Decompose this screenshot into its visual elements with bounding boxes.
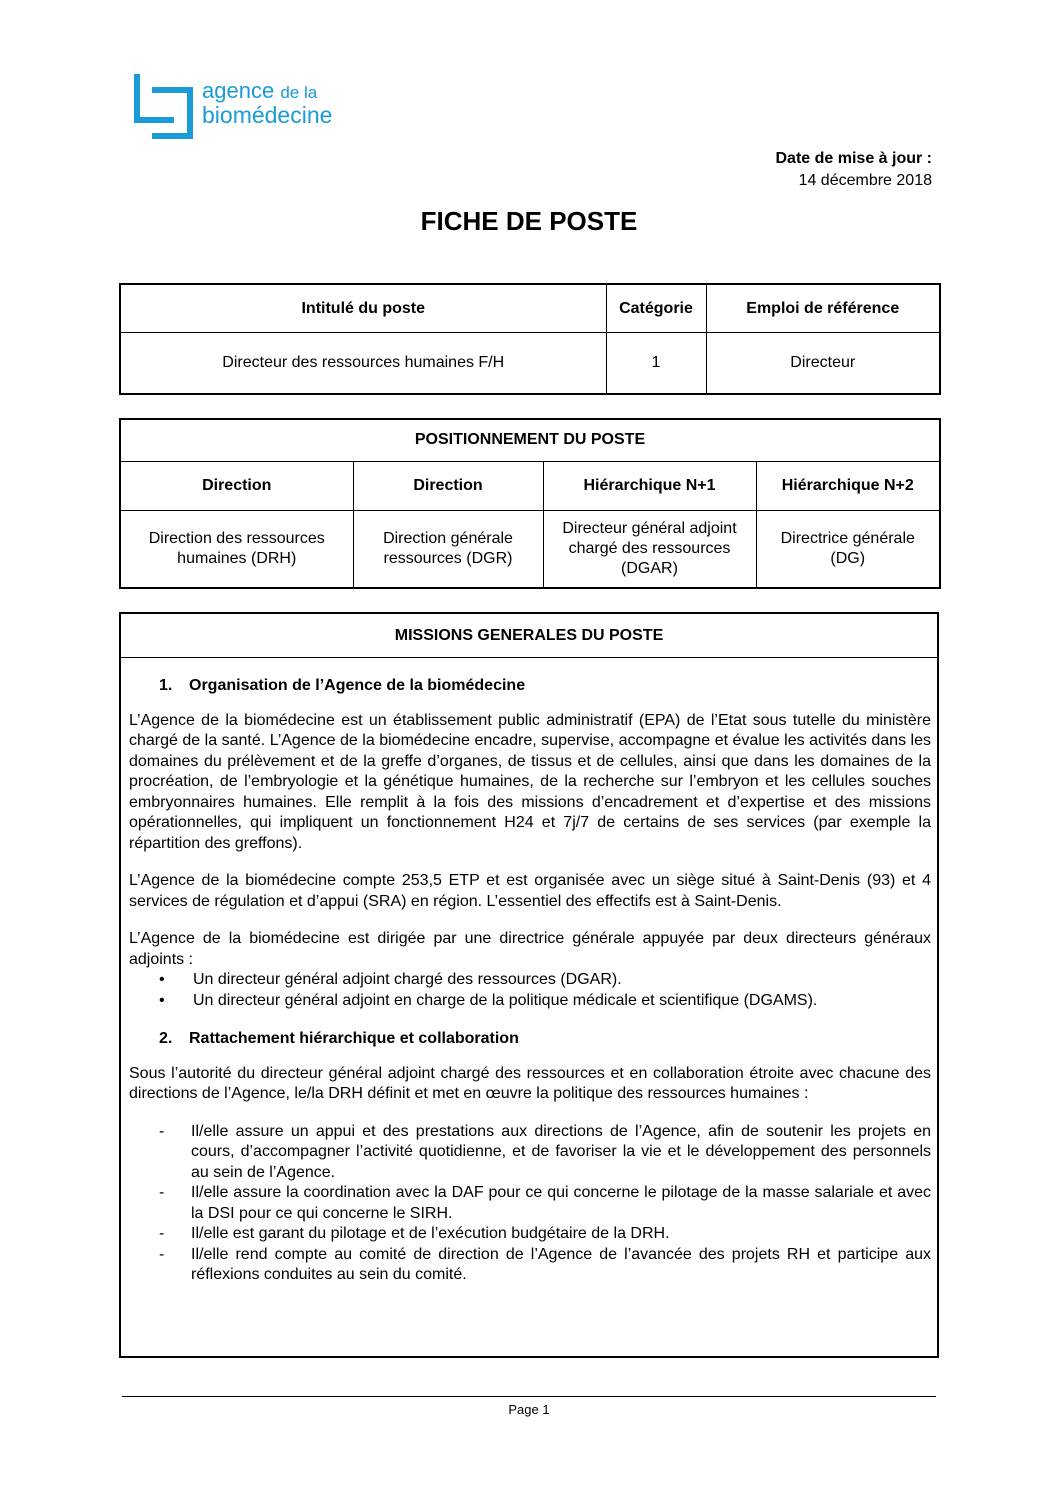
logo-line1-small: de la xyxy=(280,83,318,102)
logo-line1-main: agence xyxy=(202,78,275,103)
header-hierarchique-n2: Hiérarchique N+2 xyxy=(756,461,940,510)
list-item-text: Il/elle rend compte au comité de direction de l’Agence de l’avancée des projets RH et participe aux réflexions conduites au sein du comité. xyxy=(191,1245,931,1283)
list-item-text: Il/elle assure un appui et des prestations aux directions de l’Agence, afin de soutenir les projets en cours, d’accompagner l’activité quotidienne, et de favoriser la vie et le développement des personnels au sein de l’Agence. xyxy=(191,1122,931,1181)
bullet-icon: • xyxy=(159,991,165,1009)
list-item-text: Il/elle est garant du pilotage et de l’exécution budgétaire de la DRH. xyxy=(191,1225,670,1242)
dash-marker: - xyxy=(159,1184,165,1201)
value-categorie: 1 xyxy=(606,333,706,395)
value-direction: Direction des ressources humaines (DRH) xyxy=(120,510,353,588)
paragraph-2: L’Agence de la biomédecine compte 253,5 ETP et est organisée avec un siège situé à Saint-Denis (93) et 4 services de régulation et d’appui (SRA) en région. L’essentiel des effectifs est à Saint-Denis. xyxy=(129,872,931,910)
header-direction-2: Direction xyxy=(353,461,543,510)
section-title: Rattachement hiérarchique et collaboration xyxy=(189,1030,519,1047)
value-intitule: Directeur des ressources humaines F/H xyxy=(120,333,606,395)
header-intitule: Intitulé du poste xyxy=(120,284,606,333)
positionnement-table xyxy=(119,418,941,589)
section-title: Organisation de l’Agence de la biomédecine xyxy=(189,677,526,694)
update-info xyxy=(776,148,933,192)
dash-marker: - xyxy=(159,1245,165,1263)
poste-table xyxy=(119,283,941,395)
list-item-text: Un directeur général adjoint chargé des ressources (DGAR). xyxy=(193,971,622,988)
paragraph-1: L’Agence de la biomédecine est un établissement public administratif (EPA) de l’Etat sous tutelle du ministère chargé de la santé. L’Agence de la biomédecine encadre, supervise, accompagne et évalue les activités dans les domaines du prélèvement et de la greffe d’organes, de tissus et de cellules, ainsi que dans les domaines de la procréation, de l’embryologie et la génétique humaines, de la recherche sur l’embryon et les cellules souches embryonnaires humaines. Elle remplit à la fois des missions d’encadrement et d’expertise et des missions opérationnelles, qui impliquent un fonctionnement H24 et 7j/7 de certains de ses services (par exemple la répartition des greffons). xyxy=(129,711,931,852)
missions-title: MISSIONS GENERALES DU POSTE xyxy=(121,614,937,658)
value-hierarchique-n2: Directrice générale (DG) xyxy=(756,510,940,588)
agence-biomedecine-logo-icon xyxy=(134,72,194,140)
dash-marker: - xyxy=(159,1122,165,1140)
bullet-icon: • xyxy=(159,971,165,988)
value-direction-2: Direction générale ressources (DGR) xyxy=(353,510,543,588)
agency-logo xyxy=(134,72,364,140)
page-number: Page 1 xyxy=(508,1402,550,1417)
positionnement-title: POSITIONNEMENT DU POSTE xyxy=(120,419,940,461)
list-item xyxy=(129,1183,931,1224)
paragraph-3: L’Agence de la biomédecine est dirigée par une directrice générale appuyée par deux directeurs généraux adjoints : xyxy=(129,930,931,968)
logo-line2: biomédecine xyxy=(202,102,333,128)
list-item xyxy=(129,1245,931,1286)
footer-divider xyxy=(122,1396,936,1397)
header-categorie: Catégorie xyxy=(606,284,706,333)
logo-text xyxy=(202,80,332,126)
value-emploi: Directeur xyxy=(706,333,940,395)
paragraph-4: Sous l’autorité du directeur général adjoint chargé des ressources et en collaboration étroite avec chacune des directions de l’Agence, le/la DRH définit et met en œuvre la politique des ressources humaines : xyxy=(129,1064,931,1102)
dash-marker: - xyxy=(159,1225,165,1242)
list-item xyxy=(159,991,931,1012)
list-item-text: Il/elle assure la coordination avec la DAF pour ce qui concerne le pilotage de la masse salariale et avec la DSI pour ce qui concerne le SIRH. xyxy=(191,1184,931,1222)
missions-box xyxy=(119,612,939,1358)
list-item-text: Un directeur général adjoint en charge de la politique médicale et scientifique (DGAMS). xyxy=(193,991,818,1009)
section-number: 1. xyxy=(159,677,173,694)
value-hierarchique-n1: Directeur général adjoint chargé des ressources (DGAR) xyxy=(543,510,756,588)
list-item xyxy=(129,1224,931,1245)
missions-body xyxy=(121,676,937,1286)
section-number: 2. xyxy=(159,1030,173,1047)
header-hierarchique-n1: Hiérarchique N+1 xyxy=(543,461,756,510)
page-title: FICHE DE POSTE xyxy=(420,206,638,236)
list-item xyxy=(159,970,931,991)
update-label: Date de mise à jour : xyxy=(775,150,932,167)
update-date: 14 décembre 2018 xyxy=(798,172,932,189)
header-emploi: Emploi de référence xyxy=(706,284,940,333)
section-heading-2 xyxy=(159,1029,931,1050)
section-heading-1 xyxy=(159,676,931,697)
header-direction: Direction xyxy=(120,461,353,510)
list-item xyxy=(129,1122,931,1184)
